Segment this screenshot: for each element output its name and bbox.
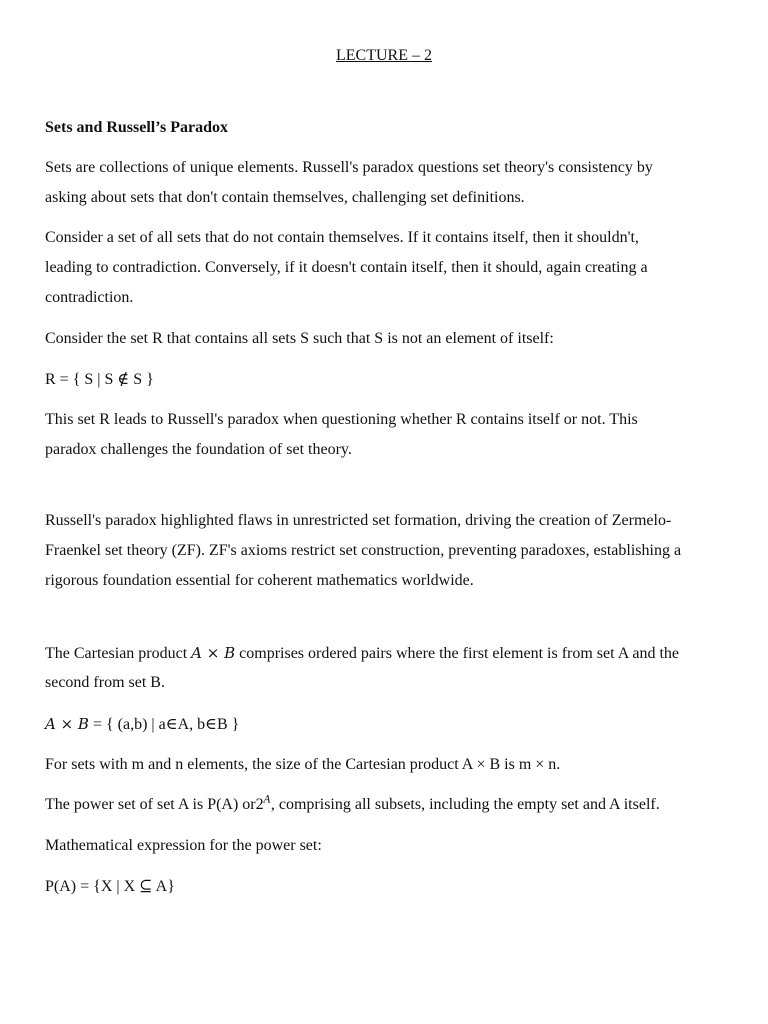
paragraph-2-line-3: contradiction. (45, 289, 134, 306)
paragraph-8-text-after: , comprising all subsets, including the empty set and A itself. (270, 796, 660, 813)
paragraph-5-line-3: rigorous foundation essential for coherent mathematics worldwide. (45, 572, 474, 589)
cartesian-product-formula (45, 709, 239, 740)
lecture-title: LECTURE – 2 (336, 47, 432, 64)
paragraph-6-text-before: The Cartesian product (45, 645, 192, 662)
paragraph-2-line-2: leading to contradiction. Conversely, if it doesn't contain itself, then it should, again creating a (45, 259, 648, 276)
paragraph-8-text-before: The power set of set A is P(A) or2 (45, 796, 264, 813)
paragraph-5-line-1: Russell's paradox highlighted flaws in unrestricted set formation, driving the creation of Zermelo- (45, 512, 672, 529)
paragraph-6-text-after: comprises ordered pairs where the first element is from set A and the (235, 645, 680, 662)
paragraph-3: Consider the set R that contains all sets S such that S is not an element of itself: (45, 330, 554, 347)
power-set-formula: P(A) = {X | X ⊆ A} (45, 878, 175, 895)
paragraph-5-line-2: Fraenkel set theory (ZF). ZF's axioms restrict set construction, preventing paradoxes, establishing a (45, 542, 682, 559)
paragraph-8 (45, 790, 660, 820)
section-heading: Sets and Russell’s Paradox (45, 119, 228, 136)
russell-set-formula: R = { S | S ∉ S } (45, 371, 154, 388)
paragraph-9: Mathematical expression for the power set: (45, 837, 322, 854)
paragraph-4-line-1: This set R leads to Russell's paradox when questioning whether R contains itself or not. This (45, 411, 638, 428)
cartesian-formula-rest: = { (a,b) | a∈A, b∈B } (88, 716, 240, 733)
paragraph-1-line-1: Sets are collections of unique elements. Russell's paradox questions set theory's consistency by (45, 159, 653, 176)
cartesian-formula-math: A × B (45, 715, 89, 733)
power-set-superscript: A (263, 794, 271, 806)
paragraph-7: For sets with m and n elements, the size of the Cartesian product A × B is m × n. (45, 756, 561, 773)
paragraph-6-line-2: second from set B. (45, 674, 165, 691)
paragraph-4-line-2: paradox challenges the foundation of set theory. (45, 441, 352, 458)
paragraph-2-line-1: Consider a set of all sets that do not contain themselves. If it contains itself, then it shouldn't, (45, 229, 639, 246)
paragraph-1-line-2: asking about sets that don't contain themselves, challenging set definitions. (45, 189, 525, 206)
cartesian-product-math: A × B (191, 644, 236, 662)
paragraph-6-line-1 (45, 638, 679, 669)
